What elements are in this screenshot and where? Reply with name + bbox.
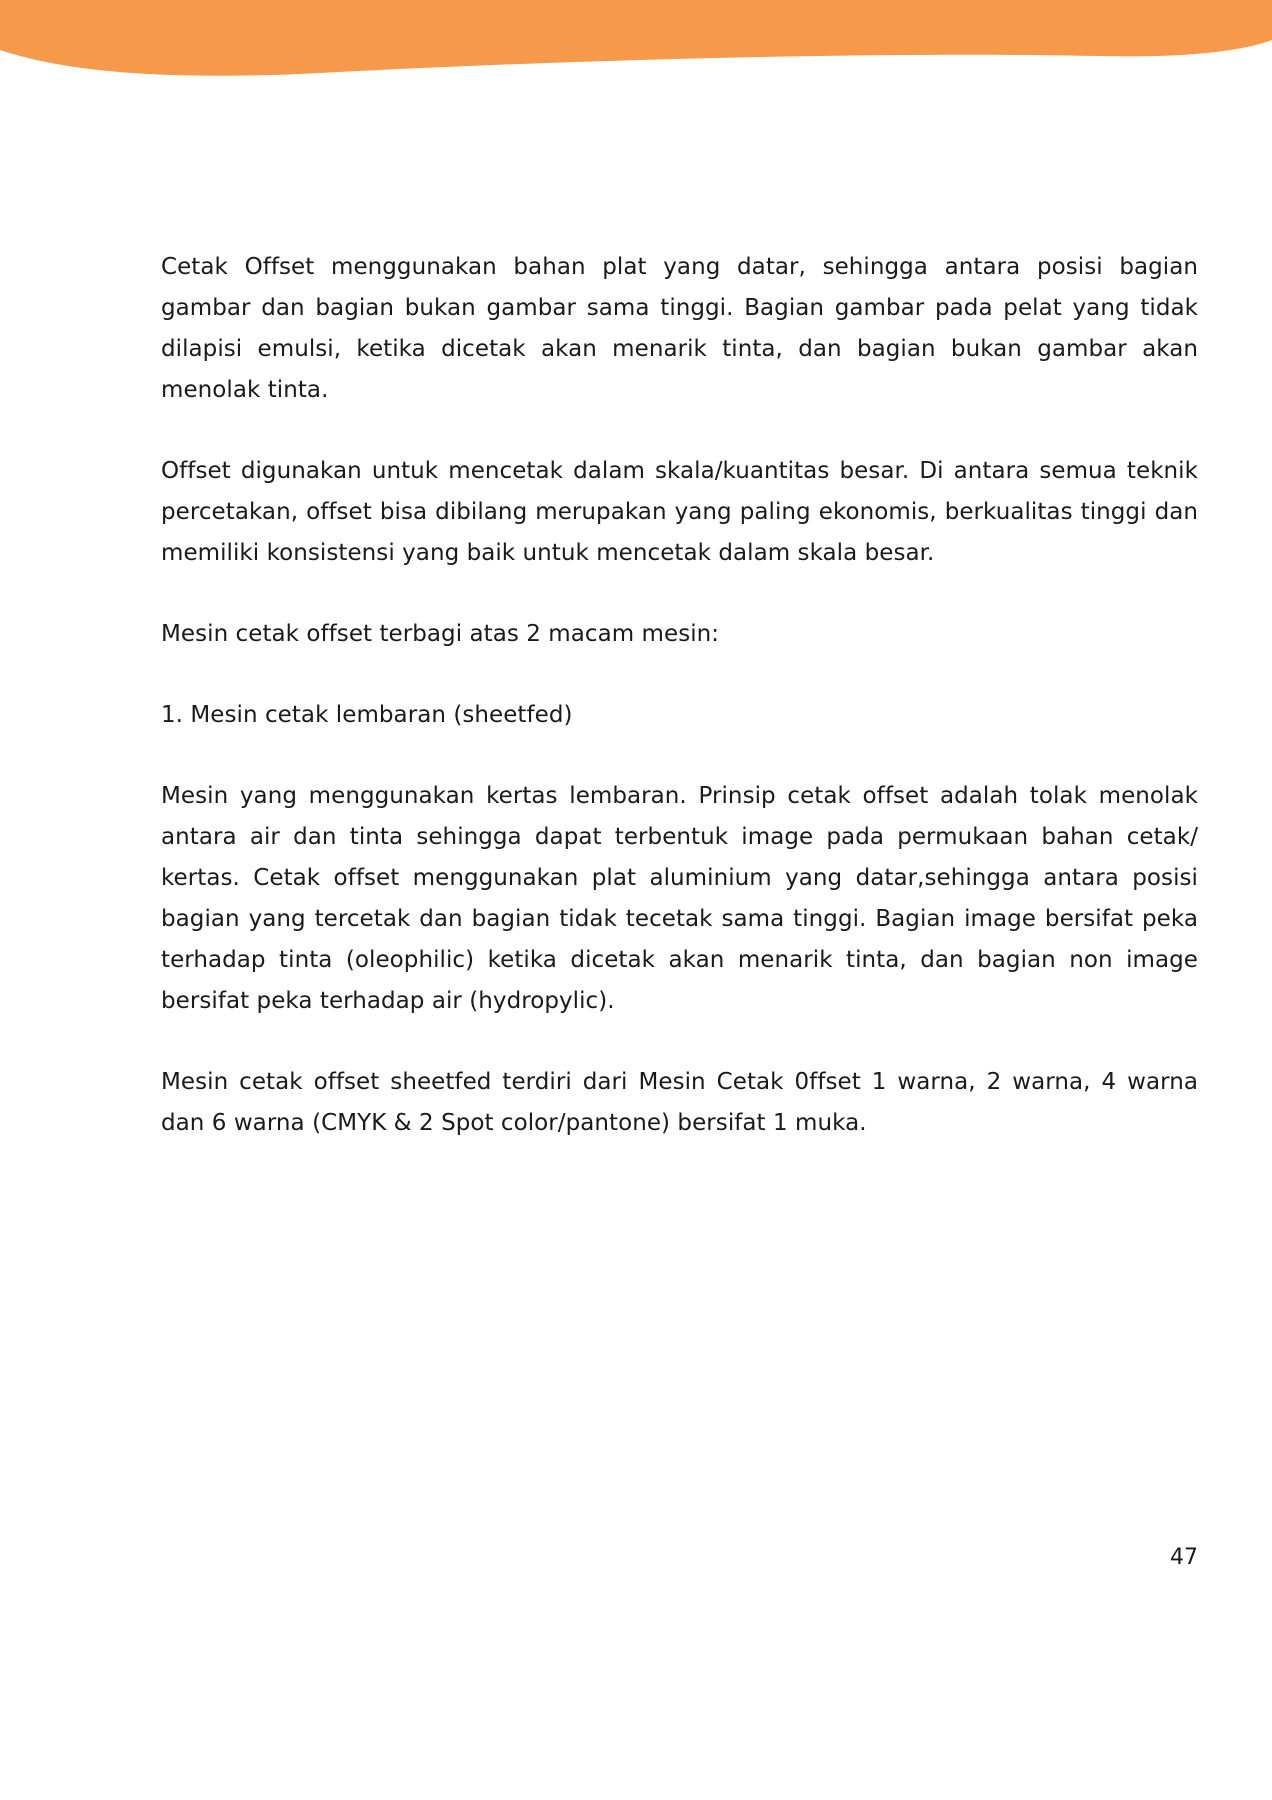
paragraph-offset-usage: Offset digunakan untuk mencetak dalam skala/kuantitas besar. Di antara semua teknik percetakan, offset bisa dibilang merupakan yang paling ekonomis, berkualitas tinggi dan memiliki konsistensi yang baik untuk mencetak dalam skala besar. [161,458,1198,566]
paragraph-offset-plate: Cetak Offset menggunakan bahan plat yang datar, sehingga antara posisi bagian gambar dan bagian bukan gambar sama tinggi. Bagian gambar pada pelat yang tidak dilapisi emulsi, ketika dicetak akan menarik tinta, dan bagian bukan gambar akan menolak tinta. [161,254,1198,403]
header-wave-band [0,0,1272,80]
paragraph-sheetfed-variants: Mesin cetak offset sheetfed terdiri dari Mesin Cetak 0ffset 1 warna, 2 warna, 4 warna dan 6 warna (CMYK & 2 Spot color/pantone) bersifat 1 muka. [161,1069,1198,1136]
header-wave-shape [0,0,1272,76]
list-item-sheetfed: 1. Mesin cetak lembaran (sheetfed) [161,702,573,728]
page-number: 47 [1170,1545,1198,1570]
page-body [161,247,1198,1184]
paragraph-machine-types: Mesin cetak offset terbagi atas 2 macam mesin: [161,621,720,647]
paragraph-sheetfed-principle: Mesin yang menggunakan kertas lembaran. Prinsip cetak offset adalah tolak menolak antara air dan tinta sehingga dapat terbentuk image pada permukaan bahan cetak/ kertas. Cetak offset menggunakan plat aluminium yang datar,sehingga antara posisi bagian yang tercetak dan bagian tidak tecetak sama tinggi. Bagian image bersifat peka terhadap tinta (oleophilic) ketika dicetak akan menarik tinta, dan bagian non image bersifat peka terhadap air (hydropylic). [161,783,1198,1014]
